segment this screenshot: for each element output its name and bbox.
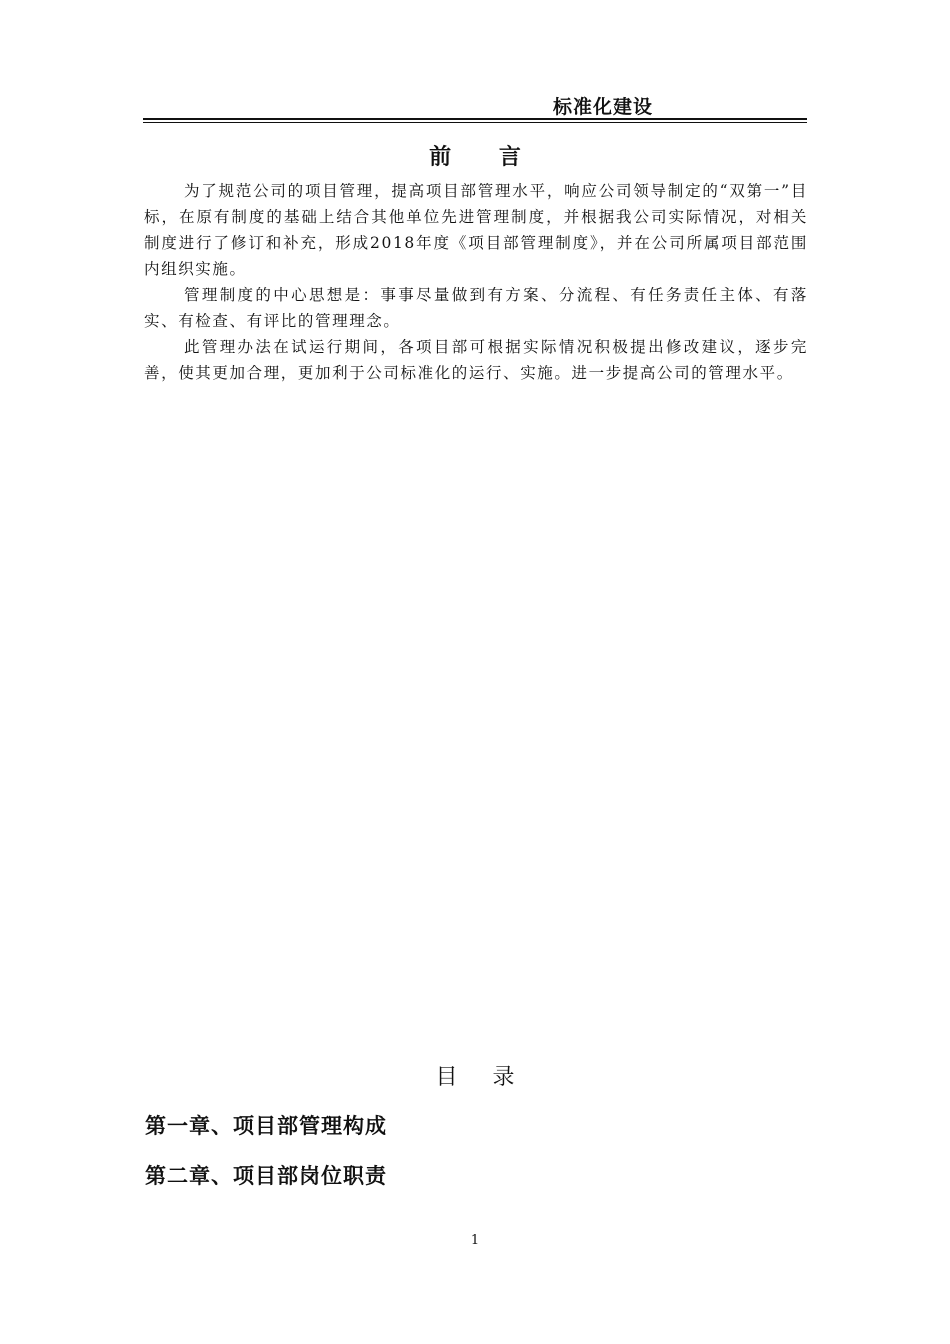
page-number: 1: [470, 1233, 480, 1248]
toc-item-chapter-2[interactable]: 第二章、项目部岗位职责: [145, 1164, 387, 1188]
page-header: [143, 90, 807, 124]
toc-title: 目 录: [435, 1065, 529, 1090]
toc-item-chapter-1[interactable]: 第一章、项目部管理构成: [145, 1114, 387, 1138]
preface-body: [144, 178, 808, 386]
preface-paragraph-3: 此管理办法在试运行期间，各项目部可根据实际情况积极提出修改建议，逐步完善，使其更加合理，更加利于公司标准化的运行、实施。进一步提高公司的管理水平。: [144, 338, 808, 382]
header-rule-thin: [143, 122, 807, 123]
header-title: 标准化建设: [553, 96, 654, 118]
preface-paragraph-2: 管理制度的中心思想是：事事尽量做到有方案、分流程、有任务责任主体、有落实、有检查、有评比的管理理念。: [144, 286, 808, 330]
preface-title: 前 言: [429, 145, 541, 170]
header-rule-thick: [143, 118, 807, 120]
preface-paragraph-1: 为了规范公司的项目管理，提高项目部管理水平，响应公司领导制定的“双第一”目标，在原有制度的基础上结合其他单位先进管理制度，并根据我公司实际情况，对相关制度进行了修订和补充，形成2018年度《项目部管理制度》，并在公司所属项目部范围内组织实施。: [144, 182, 808, 278]
